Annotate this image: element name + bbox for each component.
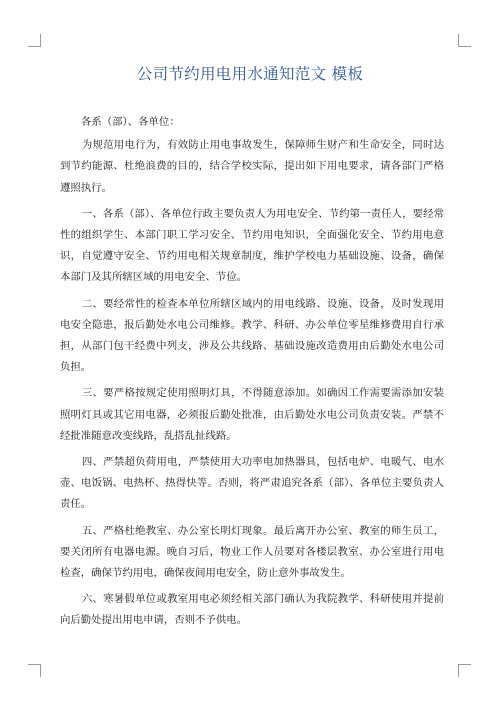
paragraph-1: 一、各系（部）、各单位行政主要负责人为用电安全、节约第一责任人，要经常性的组织学生、本部门职工学习安全、节约用电知识，全面强化安全、节约用电意识，自觉遵守安全、节约用电相关规章制度，维护学校电力基础设施、设备，确保本部门及其所辖区域的用电安全、节俭。 — [60, 207, 444, 284]
paragraph-2: 二、要经常性的检查本单位所辖区域内的用电线路、设施、设备，及时发现用电安全隐患，报后勤处水电公司维修。教学、科研、办公单位零星维修费用自行承担，从部门包干经费中列支，涉及公共线路、基础设施改造费用由后勤处水电公司负担。 — [60, 297, 444, 374]
paragraph-6: 六、寒暑假单位或教室用电必须经相关部门确认为我院教学、科研使用并提前向后勤处提出用电申请，否则不予供电。 — [60, 593, 444, 627]
paragraph-4: 四、严禁超负荷用电，严禁使用大功率电加热器具，包括电炉、电暖气、电水壶、电饭锅、电热杯、热得快等。否则，将严肃追究各系（部）、各单位主要负责人责任。 — [60, 456, 444, 511]
paragraph-intro: 为规范用电行为，有效防止用电事故发生，保障师生财产和生命安全，同时达到节约能源、杜绝浪费的目的，结合学校实际，提出如下用电要求，请各部门严格遵照执行。 — [60, 139, 444, 194]
paragraph-3: 三、要严格按规定使用照明灯具，不得随意添加。如确因工作需要需添加安装照明灯具或其它用电器，必须报后勤处批准，由后勤处水电公司负责安装。严禁不经批准随意改变线路，乱搭乱扯线路。 — [60, 387, 444, 442]
page-corner-mark-top-right — [458, 34, 471, 47]
salutation: 各系（部）、各单位： — [81, 116, 180, 128]
page-corner-mark-bottom-right — [458, 664, 471, 677]
page-corner-mark-top-left — [28, 34, 41, 47]
page-corner-mark-bottom-left — [28, 664, 41, 677]
document-body — [60, 112, 444, 637]
document-title: 公司节约用电用水通知范文 模板 — [136, 65, 364, 83]
paragraph-5: 五、严格杜绝教室、办公室长明灯现象。最后离开办公室、教室的师生员工，要关闭所有电器电源。晚自习后，物业工作人员要对各楼层教室、办公室进行用电检查，确保节约用电，确保夜间用电安全，防止意外事故发生。 — [60, 524, 444, 580]
